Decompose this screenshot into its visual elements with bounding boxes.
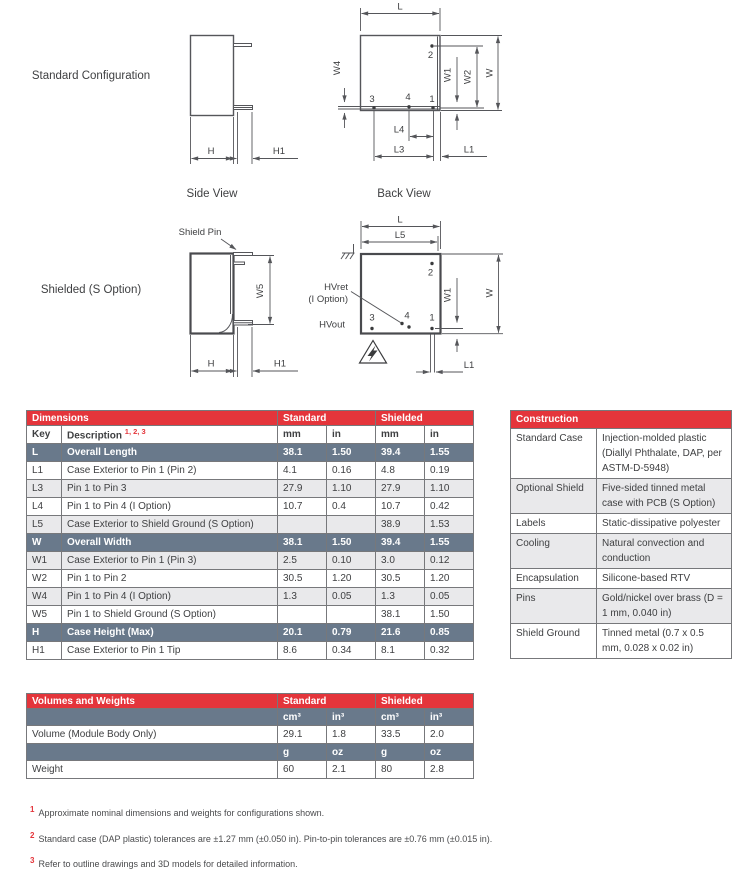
value-cell: 10.7	[376, 498, 425, 516]
value-cell: 2.1	[327, 761, 376, 779]
construction-title: Construction	[511, 411, 732, 429]
table-row	[511, 479, 732, 514]
value-cell: 4.8	[376, 462, 425, 480]
footnote	[30, 805, 690, 818]
value-cell: 1.20	[327, 570, 376, 588]
desc-cell: Case Exterior to Pin 1 (Pin 3)	[62, 552, 278, 570]
table-header-row	[27, 411, 474, 426]
empty-cell	[27, 744, 278, 761]
value-cell: 0.42	[425, 498, 474, 516]
pin-1-label: 1	[429, 312, 435, 324]
value-cell: 2.8	[425, 761, 474, 779]
table-row	[511, 534, 732, 569]
value-cell: 1.8	[327, 726, 376, 744]
footnote-number: 2	[30, 830, 35, 840]
desc-cell: Pin 1 to Pin 3	[62, 480, 278, 498]
key-cell: W4	[27, 588, 62, 606]
value-cell: 4.1	[278, 462, 327, 480]
desc-cell: Case Exterior to Pin 1 Tip	[62, 642, 278, 660]
back-view-caption: Back View	[377, 188, 431, 200]
value-cell: Injection-molded plastic (Diallyl Phthalate, DAP, per ASTM-D-5948)	[597, 429, 732, 479]
table-row	[27, 588, 474, 606]
footnote	[30, 856, 690, 869]
value-cell: 1.50	[327, 534, 376, 552]
dimensions-title: Dimensions	[27, 411, 278, 426]
dim-l3-label: L3	[393, 144, 405, 156]
value-cell: 1.55	[425, 444, 474, 462]
chassis-ground-icon	[341, 244, 355, 259]
value-cell: 1.3	[376, 588, 425, 606]
standard-configuration-label: Standard Configuration	[31, 70, 151, 82]
table-row	[511, 429, 732, 479]
key-cell: W1	[27, 552, 62, 570]
desc-cell: Overall Width	[62, 534, 278, 552]
table-row	[27, 534, 474, 552]
value-cell: 1.55	[425, 534, 474, 552]
value-cell: 1.10	[327, 480, 376, 498]
top-pin	[234, 44, 252, 47]
pin-4-label: 4	[405, 92, 411, 103]
high-voltage-warning-icon	[360, 341, 387, 364]
label-cell: Cooling	[511, 534, 597, 569]
dim-l5-label: L5	[394, 230, 406, 241]
pin-2-label: 2	[427, 50, 434, 61]
in-header: in	[425, 426, 474, 444]
unit-cell: g	[376, 744, 425, 761]
dim-w4-label: W4	[332, 60, 343, 76]
key-cell: L1	[27, 462, 62, 480]
units-row	[27, 709, 474, 726]
table-row	[27, 552, 474, 570]
footnotes	[30, 805, 690, 882]
value-cell: 0.79	[327, 624, 376, 642]
value-cell: 0.19	[425, 462, 474, 480]
value-cell: Static-dissipative polyester	[597, 514, 732, 534]
value-cell: 27.9	[278, 480, 327, 498]
desc-cell: Pin 1 to Pin 2	[62, 570, 278, 588]
value-cell: 0.32	[425, 642, 474, 660]
dimensions-table	[26, 410, 474, 660]
dim-l1-label: L1	[463, 144, 475, 156]
label-cell: Labels	[511, 514, 597, 534]
value-cell: 2.0	[425, 726, 474, 744]
key-cell: L5	[27, 516, 62, 534]
value-cell: 39.4	[376, 444, 425, 462]
footnote-text: Refer to outline drawings and 3D models for detailed information.	[38, 859, 298, 869]
table-row	[511, 589, 732, 624]
value-cell: 8.6	[278, 642, 327, 660]
table-row	[27, 624, 474, 642]
desc-cell: Overall Length	[62, 444, 278, 462]
pin-2-label: 2	[427, 267, 434, 279]
value-cell: 1.53	[425, 516, 474, 534]
unit-cell: cm³	[376, 709, 425, 726]
table-row	[27, 444, 474, 462]
value-cell: 0.16	[327, 462, 376, 480]
footnote	[30, 831, 690, 844]
table-row	[27, 462, 474, 480]
key-cell: W2	[27, 570, 62, 588]
table-row	[511, 569, 732, 589]
standard-back-view	[332, 2, 502, 201]
table-row	[511, 624, 732, 659]
standard-side-view	[187, 36, 298, 201]
table-row	[27, 480, 474, 498]
value-cell: 38.9	[376, 516, 425, 534]
value-cell: 60	[278, 761, 327, 779]
pin-1-label: 1	[429, 94, 435, 105]
value-cell: 80	[376, 761, 425, 779]
value-cell: Natural convection and conduction	[597, 534, 732, 569]
unit-cell: cm³	[278, 709, 327, 726]
value-cell: 1.50	[327, 444, 376, 462]
dim-l-label: L	[397, 1, 403, 13]
unit-cell: oz	[327, 744, 376, 761]
hvret-label: HVret	[324, 282, 348, 293]
dim-l1-label: L1	[463, 360, 475, 371]
dim-h1-label: H1	[273, 358, 287, 370]
value-cell: 27.9	[376, 480, 425, 498]
table-row	[511, 514, 732, 534]
column-header-row	[27, 426, 474, 444]
dim-h1-label: H1	[272, 146, 286, 157]
value-cell: 0.05	[327, 588, 376, 606]
shield-pin-label: Shield Pin	[178, 227, 222, 238]
key-cell: L3	[27, 480, 62, 498]
value-cell: 2.5	[278, 552, 327, 570]
volumes-title: Volumes and Weights	[27, 694, 278, 709]
table-row	[27, 570, 474, 588]
key-cell: L	[27, 444, 62, 462]
mm-header: mm	[376, 426, 425, 444]
dim-h-label: H	[207, 358, 215, 370]
table-header-row	[511, 411, 732, 429]
pin-3-label: 3	[369, 312, 375, 324]
key-cell: W	[27, 534, 62, 552]
standard-group-header: Standard	[278, 694, 376, 709]
value-cell: 30.5	[376, 570, 425, 588]
construction-table	[510, 410, 732, 659]
value-cell: 3.0	[376, 552, 425, 570]
value-cell: 10.7	[278, 498, 327, 516]
label-cell: Shield Ground	[511, 624, 597, 659]
value-cell: 33.5	[376, 726, 425, 744]
shielded-back-view	[308, 215, 503, 373]
table-row	[27, 606, 474, 624]
label-cell: Standard Case	[511, 429, 597, 479]
key-header: Key	[27, 426, 62, 444]
dim-l4-label: L4	[393, 124, 405, 136]
value-cell: 20.1	[278, 624, 327, 642]
value-cell: 8.1	[376, 642, 425, 660]
unit-cell: g	[278, 744, 327, 761]
in-header: in	[327, 426, 376, 444]
value-cell: Gold/nickel over brass (D = 1 mm, 0.040 in)	[597, 589, 732, 624]
dim-w-label: W	[484, 68, 496, 78]
pin-3-label: 3	[369, 94, 375, 105]
pin-4-label: 4	[404, 310, 410, 322]
footnote-number: 1	[30, 805, 35, 814]
value-cell: 1.20	[425, 570, 474, 588]
mm-header: mm	[278, 426, 327, 444]
desc-cell: Pin 1 to Pin 4 (I Option)	[62, 588, 278, 606]
value-cell: Tinned metal (0.7 x 0.5 mm, 0.028 x 0.02 in)	[597, 624, 732, 659]
footnote-number: 3	[30, 856, 35, 865]
desc-cell: Pin 1 to Shield Ground (S Option)	[62, 606, 278, 624]
value-cell: 1.10	[425, 480, 474, 498]
footnote-text: Approximate nominal dimensions and weights for configurations shown.	[38, 808, 325, 818]
value-cell: 21.6	[376, 624, 425, 642]
table-row	[27, 498, 474, 516]
unit-cell: in³	[425, 709, 474, 726]
footnote-text: Standard case (DAP plastic) tolerances are ±1.27 mm (±0.050 in). Pin-to-pin tolerances are ±0.76 mm (±0.015 in).	[38, 833, 493, 844]
value-cell: 39.4	[376, 534, 425, 552]
hvout-label: HVout	[319, 319, 345, 331]
unit-cell: in³	[327, 709, 376, 726]
desc-cell: Case Height (Max)	[62, 624, 278, 642]
description-header: Description $^{1, 2, 3}$	[62, 426, 278, 444]
value-cell: 38.1	[278, 534, 327, 552]
side-view-caption: Side View	[186, 188, 238, 200]
label-cell: Weight	[27, 761, 278, 779]
key-cell: H	[27, 624, 62, 642]
desc-cell: Case Exterior to Pin 1 (Pin 2)	[62, 462, 278, 480]
value-cell: 0.05	[425, 588, 474, 606]
value-cell: 0.85	[425, 624, 474, 642]
shielded-configuration-label: Shielded (S Option)	[40, 284, 142, 296]
units-row	[27, 744, 474, 761]
table-row	[27, 761, 474, 779]
table-header-row	[27, 694, 474, 709]
table-row	[27, 726, 474, 744]
value-cell: 30.5	[278, 570, 327, 588]
value-cell: 1.3	[278, 588, 327, 606]
value-cell	[327, 606, 376, 624]
shielded-side-view	[179, 227, 298, 377]
shielded-group-header: Shielded	[376, 411, 474, 426]
value-cell	[278, 516, 327, 534]
desc-cell: Pin 1 to Pin 4 (I Option)	[62, 498, 278, 516]
table-row	[27, 642, 474, 660]
desc-cell: Case Exterior to Shield Ground (S Option)	[62, 516, 278, 534]
value-cell: Five-sided tinned metal case with PCB (S Option)	[597, 479, 732, 514]
hvret-option-label: (I Option)	[308, 294, 348, 305]
key-cell: L4	[27, 498, 62, 516]
label-cell: Pins	[511, 589, 597, 624]
shielded-group-header: Shielded	[376, 694, 474, 709]
dim-w2-label: W2	[462, 69, 474, 85]
value-cell: 38.1	[376, 606, 425, 624]
unit-cell: oz	[425, 744, 474, 761]
value-cell: 0.34	[327, 642, 376, 660]
value-cell: 38.1	[278, 444, 327, 462]
key-cell: W5	[27, 606, 62, 624]
value-cell: 1.50	[425, 606, 474, 624]
empty-cell	[27, 709, 278, 726]
value-cell: 29.1	[278, 726, 327, 744]
label-cell: Encapsulation	[511, 569, 597, 589]
dim-w1-label: W1	[442, 287, 454, 303]
value-cell: 0.12	[425, 552, 474, 570]
key-cell: H1	[27, 642, 62, 660]
value-cell: Silicone-based RTV	[597, 569, 732, 589]
table-row	[27, 516, 474, 534]
value-cell: 0.10	[327, 552, 376, 570]
dim-w1-label: W1	[442, 67, 454, 83]
standard-group-header: Standard	[278, 411, 376, 426]
label-cell: Volume (Module Body Only)	[27, 726, 278, 744]
dim-w-label: W	[484, 288, 496, 298]
value-cell	[327, 516, 376, 534]
label-cell: Optional Shield	[511, 479, 597, 514]
dim-l-label: L	[397, 214, 403, 226]
value-cell: 0.4	[327, 498, 376, 516]
dim-h-label: H	[207, 146, 215, 157]
dim-w5-label: W5	[255, 283, 266, 299]
value-cell	[278, 606, 327, 624]
volumes-weights-table	[26, 693, 474, 779]
mechanical-drawings	[0, 0, 752, 402]
footnote-refs: 1, 2, 3	[124, 427, 146, 437]
